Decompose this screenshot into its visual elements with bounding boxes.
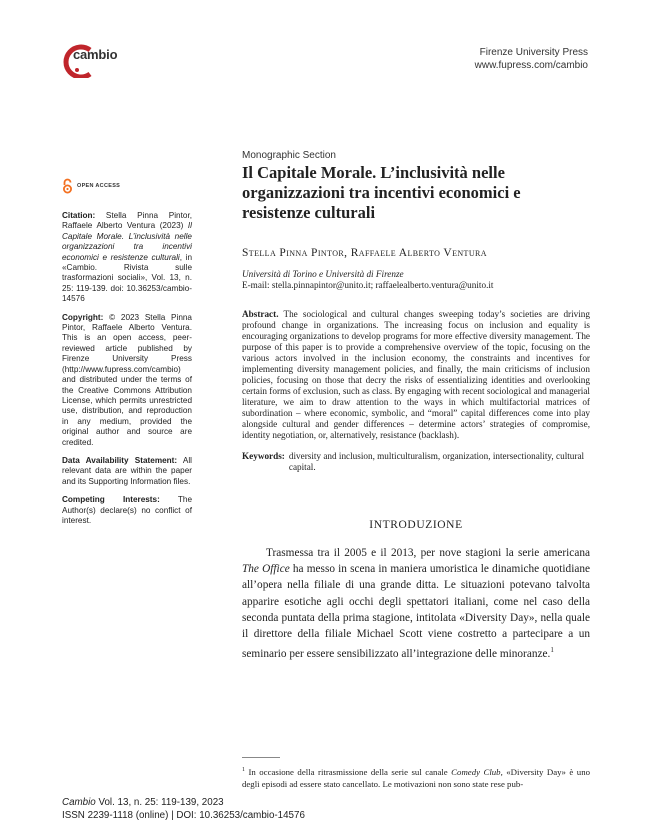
open-access-badge — [62, 178, 192, 194]
intro-show-title: The Office — [242, 563, 290, 576]
publisher-info — [475, 46, 588, 72]
article-sidebar — [62, 178, 192, 534]
publisher-name: Firenze University Press — [479, 47, 588, 58]
footnote-reference[interactable]: 1 — [550, 646, 554, 655]
journal-footer — [62, 797, 305, 822]
footnote-divider — [242, 757, 280, 758]
footnote — [242, 764, 590, 790]
footnote-number: 1 — [242, 767, 245, 773]
citation-authors: Stella Pinna Pintor, Raffaele Alberto Ventura (2023) — [62, 211, 192, 231]
competing-interests-text: The Author(s) declare(s) no conflict of interest. — [62, 495, 192, 525]
section-heading: INTRODUZIONE — [369, 519, 463, 531]
author-email: E-mail: stella.pinnapintor@unito.it; raffaelealberto.ventura@unito.it — [242, 280, 494, 290]
data-availability-label: Data Availability Statement: — [62, 455, 178, 465]
section-label: Monographic Section — [242, 150, 336, 161]
article-authors: Stella Pinna Pintor, Raffaele Alberto Ventura — [242, 247, 487, 259]
keywords-label: Keywords: — [242, 451, 285, 461]
abstract — [242, 309, 590, 441]
footer-volume: Vol. 13, n. 25: 119-139, 2023 — [95, 797, 224, 808]
intro-paragraph — [242, 545, 590, 662]
citation-title: Il Capitale Morale. L’inclusività nelle organizzazioni tra incentivi economici e resistenze culturali — [62, 221, 192, 262]
abstract-label: Abstract. — [242, 309, 279, 319]
author-affiliation: Università di Torino e Università di Firenze — [242, 269, 404, 279]
open-access-label: OPEN ACCESS — [77, 182, 121, 189]
competing-interests-block — [62, 495, 192, 526]
copyright-block — [62, 313, 192, 448]
intro-text-a: Trasmessa tra il 2005 e il 2013, per nove stagioni la serie americana — [266, 547, 590, 559]
article-main — [242, 150, 590, 662]
article-title: Il Capitale Morale. L’inclusività nelle organizzazioni tra incentivi economici e resistenze culturali — [242, 163, 521, 222]
citation-label: Citation: — [62, 211, 96, 220]
data-availability-block — [62, 456, 192, 487]
citation-source: , in «Cambio. Rivista sulle trasformazioni sociali», Vol. 13, n. 25: 119-139. doi: 10.36253/cambio-14576 — [62, 252, 192, 304]
keywords-text: diversity and inclusion, multiculturalism, organization, intersectionality, cultural capital. — [288, 451, 585, 472]
data-availability-text: All relevant data are within the paper and its Supporting Information files. — [62, 455, 192, 486]
citation-block — [62, 211, 192, 305]
abstract-text: The sociological and cultural changes sweeping today’s societies are driving profound change in organizations. The increasing focus on inclusion and equality is encouraging organizations to develop programs for more effective diversity management. The purpose of this paper is to provide a comprehensive overview of the topic, focusing on the various actors involved in the inclusion economy, the constraints and incentives for implementing diversity management policies, and finally, the main criticisms of inclusion policies, focusing on those that decry the risks of essentializing identities and overlooking certain forms of exclusion, such as class. By engaging with recent sociological and managerial literature, we aim to draw attention to the ways in which multifactorial matrices of subordination – where economic, symbolic, and “moral” capital differences come into play alongside cultural and gender differences – determine actors’ strategies of compromise, identity negotiation, or, alternatively, resistance (backlash). — [242, 309, 590, 440]
footnote-text-b: , «Diversity Day» è uno degli episodi ad essere stato cancellato. Le motivazioni non sono state rese pub- — [242, 766, 590, 789]
publisher-url[interactable]: www.fupress.com/cambio — [474, 60, 588, 71]
footnote-text-a: In occasione della ritrasmissione della serie sul canale — [245, 766, 452, 777]
copyright-label: Copyright: — [62, 312, 104, 322]
footer-journal-name: Cambio — [62, 797, 96, 808]
logo-wordmark: cambio — [73, 47, 118, 62]
open-access-icon — [62, 178, 73, 194]
keywords — [242, 451, 590, 473]
footer-issn-doi: ISSN 2239-1118 (online) | DOI: 10.36253/cambio-14576 — [62, 809, 305, 821]
footnote-channel: Comedy Club — [451, 766, 501, 777]
intro-text-b: ha messo in scena in maniera umoristica le dinamiche quotidiane all’opera nella filiale di una grande ditta. Le situazioni potevano talvolta apparire esotiche agli occhi degli spettatori italiani, come nel caso della seconda puntata della prima stagione, intitolata «Diversity Day», nella quale il direttore della filiale Michael Scott viene costretto a partecipare a un seminario per essere sensibilizzato all’integrazione delle minoranze. — [242, 563, 591, 660]
competing-interests-label: Competing Interests: — [62, 495, 160, 505]
footer-volume-line — [62, 797, 305, 810]
copyright-text: © 2023 Stella Pinna Pintor, Raffaele Alberto Ventura. This is an open access, peer-reviewed article published by Firenze University Press (http://www.fupress.com/cambio) and distributed under the terms of the Creative Commons Attribution License, which permits unrestricted use, distribution, and reproduction in any medium, provided the original author and source are credited. — [62, 312, 192, 447]
